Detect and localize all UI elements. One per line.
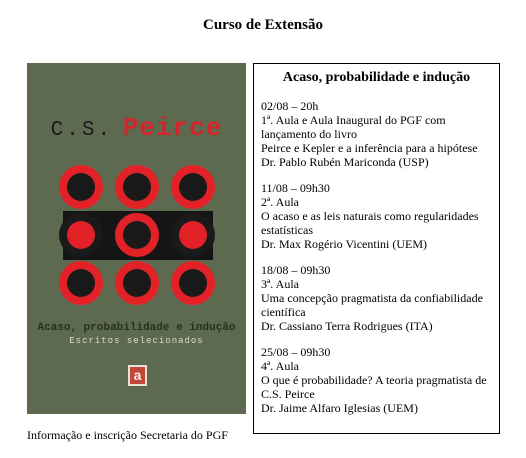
cover-author-surname: Peirce bbox=[122, 113, 223, 143]
session-line: 2ª. Aula bbox=[261, 195, 299, 209]
session-line: Dr. Pablo Rubén Mariconda (USP) bbox=[261, 155, 429, 169]
cover-circle-inner bbox=[179, 269, 207, 297]
cover-series: Escritos selecionados bbox=[69, 336, 204, 346]
session-datetime: 02/08 – 20h bbox=[261, 99, 319, 113]
session-line: Uma concepção pragmatista da confiabilidade bbox=[261, 291, 483, 305]
session-line: 3ª. Aula bbox=[261, 277, 299, 291]
session-entry bbox=[261, 263, 483, 333]
cover-author-initials: C.S. bbox=[50, 119, 114, 142]
session-line: científica bbox=[261, 305, 306, 319]
session-line: estatísticas bbox=[261, 223, 313, 237]
session-line: Peirce e Kepler e a inferência para a hipótese bbox=[261, 141, 478, 155]
cover-circle-inner bbox=[67, 173, 95, 201]
session-line: lançamento do livro bbox=[261, 127, 357, 141]
cover-subtitle: Acaso, probabilidade e indução bbox=[37, 322, 236, 334]
session-line: Dr. Jaime Alfaro Iglesias (UEM) bbox=[261, 401, 418, 415]
session-datetime: 11/08 – 09h30 bbox=[261, 181, 330, 195]
session-line: Dr. Max Rogério Vicentini (UEM) bbox=[261, 237, 428, 251]
book-cover-image bbox=[27, 63, 246, 414]
cover-circle-inner bbox=[179, 221, 207, 249]
session-line: C.S. Peirce bbox=[261, 387, 315, 401]
session-line: 4ª. Aula bbox=[261, 359, 299, 373]
cover-circle-inner bbox=[123, 221, 151, 249]
cover-circle-inner bbox=[67, 269, 95, 297]
publisher-logo: a bbox=[128, 365, 147, 386]
cover-circle-inner bbox=[123, 173, 151, 201]
cover-circle-inner bbox=[67, 221, 95, 249]
schedule-box bbox=[253, 63, 500, 434]
cover-circle-inner bbox=[179, 173, 207, 201]
cover-circle-art bbox=[27, 63, 246, 414]
footer-note: Informação e inscrição Secretaria do PGF bbox=[27, 428, 228, 442]
session-line: Dr. Cassiano Terra Rodrigues (ITA) bbox=[261, 319, 433, 333]
session-line: O acaso e as leis naturais como regularidades bbox=[261, 209, 479, 223]
session-line: O que é probabilidade? A teoria pragmatista de bbox=[261, 373, 487, 387]
session-entry bbox=[261, 181, 479, 251]
session-entry bbox=[261, 345, 487, 415]
session-datetime: 25/08 – 09h30 bbox=[261, 345, 331, 359]
session-entry bbox=[261, 99, 478, 169]
cover-circle-inner bbox=[123, 269, 151, 297]
session-datetime: 18/08 – 09h30 bbox=[261, 263, 331, 277]
page-title: Curso de Extensão bbox=[202, 17, 323, 33]
schedule-title: Acaso, probabilidade e indução bbox=[282, 70, 471, 85]
session-line: 1ª. Aula e Aula Inaugural do PGF com bbox=[261, 113, 446, 127]
